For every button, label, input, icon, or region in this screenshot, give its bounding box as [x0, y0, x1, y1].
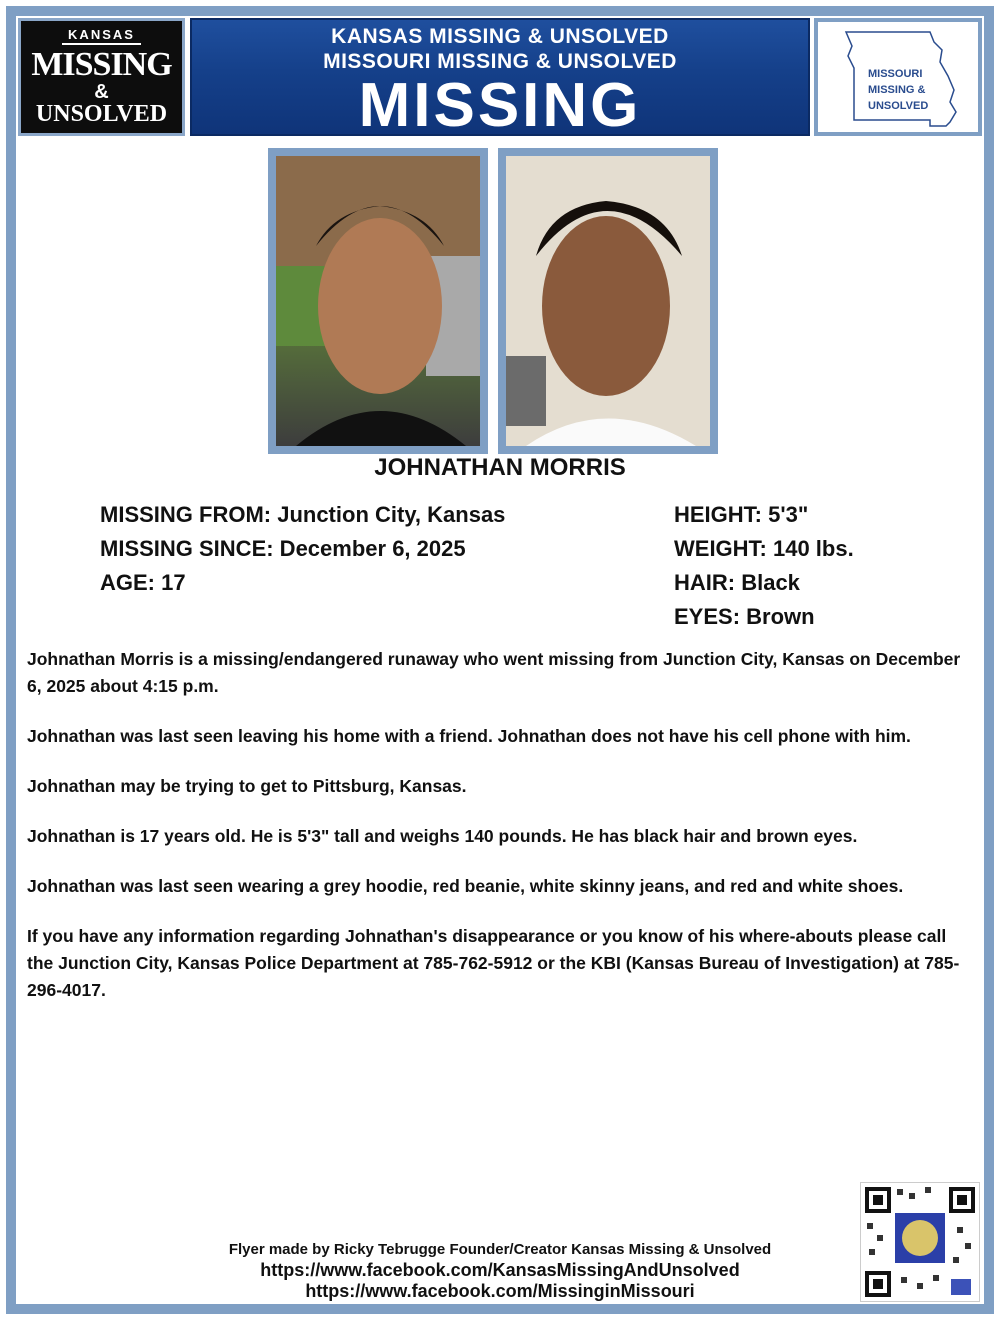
- missouri-logo-line2: MISSING &: [868, 84, 926, 96]
- paragraph-summary: Johnathan Morris is a missing/endangered runaway who went missing from Junction City, Kansas on December 6, 2025 about 4:15 p.m.: [27, 649, 961, 696]
- portrait-placeholder-2: [506, 156, 710, 446]
- missouri-logo-line1: MISSOURI: [868, 68, 923, 80]
- person-photo-2: [498, 148, 718, 454]
- detail-weight: WEIGHT: 140 lbs.: [674, 536, 854, 561]
- banner-line-missouri: MISSOURI MISSING & UNSOLVED: [323, 50, 677, 73]
- header-banner: [190, 18, 810, 140]
- footer-credit: Flyer made by Ricky Tebrugge Founder/Creator Kansas Missing & Unsolved: [228, 1241, 772, 1258]
- details-left: [100, 498, 660, 600]
- paragraph-last-seen: Johnathan was last seen leaving his home with a friend. Johnathan does not have his cell phone with him.: [27, 726, 911, 746]
- logo-missing-text: MISSING: [31, 46, 172, 83]
- paragraph-destination: Johnathan may be trying to get to Pittsburg, Kansas.: [27, 776, 467, 796]
- logo-amp-text: &: [94, 81, 109, 103]
- detail-age: AGE: 17: [100, 570, 186, 595]
- details-right: [674, 498, 974, 634]
- logo-unsolved-text: UNSOLVED: [35, 101, 168, 127]
- logo-kansas-text: KANSAS: [62, 28, 141, 45]
- person-photo-1: [268, 148, 488, 454]
- banner-line-kansas: KANSAS MISSING & UNSOLVED: [331, 25, 669, 48]
- footer-link-kansas[interactable]: https://www.facebook.com/KansasMissingAndUnsolved: [260, 1260, 740, 1280]
- detail-missing-from: MISSING FROM: Junction City, Kansas: [100, 502, 506, 527]
- portrait-placeholder-1: [276, 156, 480, 446]
- paragraph-clothing: Johnathan was last seen wearing a grey hoodie, red beanie, white skinny jeans, and red and white shoes.: [27, 876, 904, 896]
- footer: [130, 1240, 870, 1302]
- detail-eyes: EYES: Brown: [674, 604, 815, 629]
- banner-headline: MISSING: [358, 71, 642, 140]
- detail-height: HEIGHT: 5'3": [674, 502, 809, 527]
- person-name: JOHNATHAN MORRIS: [374, 454, 626, 481]
- paragraph-description: Johnathan is 17 years old. He is 5'3" tall and weighs 140 pounds. He has black hair and brown eyes.: [27, 826, 858, 846]
- description: [27, 646, 977, 1027]
- missouri-logo-text: [868, 66, 928, 114]
- qr-code[interactable]: [860, 1182, 980, 1302]
- detail-hair: HAIR: Black: [674, 570, 800, 595]
- kansas-missing-unsolved-logo: [18, 18, 185, 136]
- detail-missing-since: MISSING SINCE: December 6, 2025: [100, 536, 466, 561]
- qr-code-icon: [861, 1183, 979, 1301]
- paragraph-contact: If you have any information regarding Johnathan's disappearance or you know of his where-abouts please call the Junction City, Kansas Police Department at 785-762-5912 or the KBI (Kansas Bureau of Investigation) at 785-296-4017.: [27, 926, 960, 1000]
- footer-link-missouri[interactable]: https://www.facebook.com/MissinginMissouri: [305, 1281, 695, 1301]
- missouri-logo-line3: UNSOLVED: [868, 100, 929, 112]
- missouri-missing-unsolved-logo: [814, 18, 982, 136]
